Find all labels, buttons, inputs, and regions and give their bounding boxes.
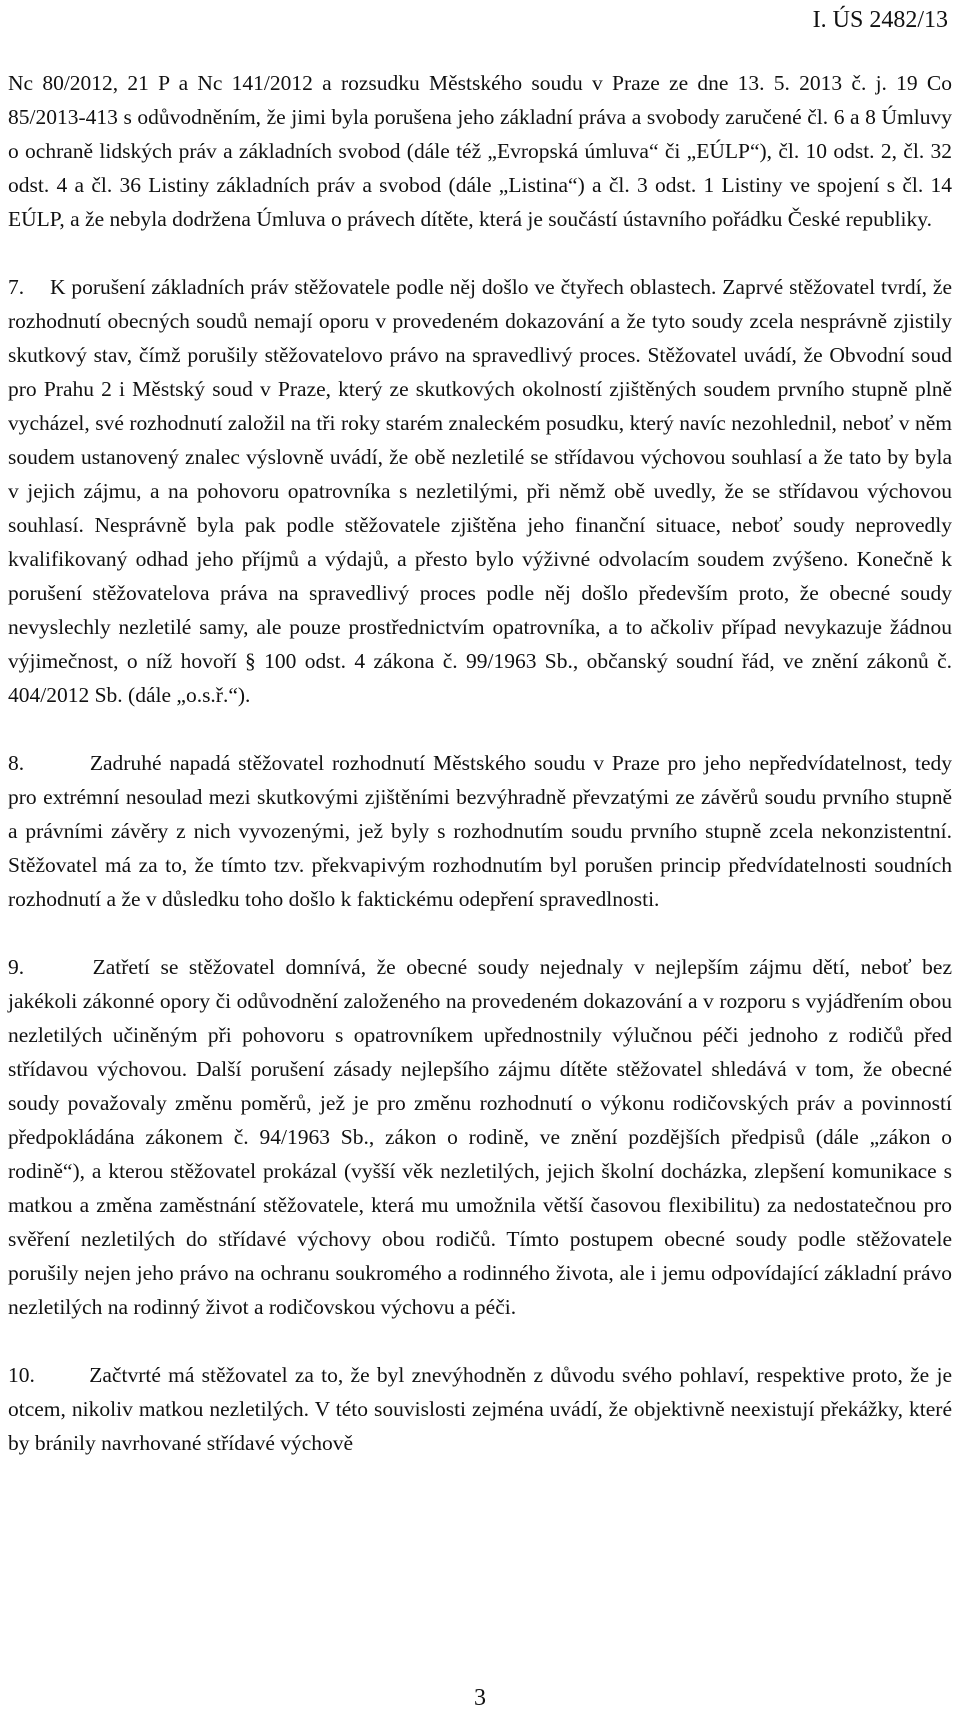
paragraph-8: [8, 746, 952, 916]
paragraph-number: 7.: [8, 275, 25, 299]
paragraph-continuation: [8, 66, 952, 236]
paragraph-9: [8, 950, 952, 1324]
page-number: 3: [474, 1685, 486, 1711]
document-body: [8, 66, 952, 1460]
paragraph-text: Zadruhé napadá stěžovatel rozhodnutí Městského soudu v Praze pro jeho nepředvídatelnost, tedy pro extrémní nesoulad mezi skutkovými zjištěními bezvýhradně převzatými ze závěrů soudu prvního stupně a právními závěry z nich vyvozenými, jež byly s rozhodnutím soudu prvního stupně zcela nekonzistentní. Stěžovatel má za to, že tímto tzv. překvapivým rozhodnutím byl porušen princip předvídatelnosti soudních rozhodnutí a že v důsledku toho došlo k faktickému odepření spravedlnosti.: [8, 751, 953, 911]
paragraph-text: Nc 80/2012, 21 P a Nc 141/2012 a rozsudku Městského soudu v Praze ze dne 13. 5. 2013 č. j. 19 Co 85/2013-413 s odůvodněním, že jimi byla porušena jeho základní práva a svobody zaručené čl. 6 a 8 Úmluvy o ochraně lidských práv a základních svobod (dále též „Evropská úmluva“ či „EÚLP“), čl. 10 odst. 2, čl. 32 odst. 4 a čl. 36 Listiny základních práv a svobod (dále „Listina“) a čl. 3 odst. 1 Listiny ve spojení s čl. 14 EÚLP, a že nebyla dodržena Úmluva o právech dítěte, která je součástí ústavního pořádku České republiky.: [8, 71, 952, 231]
paragraph-text: Zatřetí se stěžovatel domnívá, že obecné soudy nejednaly v nejlepším zájmu dětí, neboť bez jakékoli zákonné opory či odůvodnění založeného na provedeném dokazování a v rozporu s vyjádřením obou nezletilých učiněným při pohovoru s opatrovníkem upřednostnily výlučnou péči jednoho z rodičů před střídavou výchovou. Další porušení zásady nejlepšího zájmu dítěte stěžovatel shledává v tom, že obecné soudy považovaly změnu poměrů, jež je pro změnu rozhodnutí o výkonu rodičovských práv a povinností předpokládána zákonem č. 94/1963 Sb., zákon o rodině, ve znění pozdějších předpisů (dále „zákon o rodině“), a kterou stěžovatel prokázal (vyšší věk nezletilých, jejich školní docházka, zlepšení komunikace s matkou a změna zaměstnání stěžovatele, která mu umožnila větší časovou flexibilitu) za nedostatečnou pro svěření nezletilých do střídavé výchovy obou rodičů. Tímto postupem obecné soudy podle stěžovatele porušily nejen jeho právo na ochranu soukromého a rodinného života, ale i jemu odpovídající základní právo nezletilých na rodinný život a rodičovskou výchovu a péči.: [8, 955, 952, 1319]
paragraph-text: K porušení základních práv stěžovatele podle něj došlo ve čtyřech oblastech. Zaprvé stěžovatel tvrdí, že rozhodnutí obecných soudů nemají oporu v provedeném dokazování a že tyto soudy zcela nesprávně zjistily skutkový stav, čímž porušily stěžovatelovo právo na spravedlivý proces. Stěžovatel uvádí, že Obvodní soud pro Prahu 2 i Městský soud v Praze, který ze skutkových okolností zjištěných soudem prvního stupně plně vycházel, své rozhodnutí založil na tři roky starém znaleckém posudku, který navíc nezohlednil, neboť v něm soudem ustanovený znalec výslovně uvádí, že obě nezletilé se střídavou výchovou souhlasí a že tato by byla v jejich zájmu, a na pohovoru opatrovníka s nezletilými, při němž obě uvedly, že se střídavou výchovou souhlasí. Nesprávně byla pak podle stěžovatele zjištěna jeho finanční situace, neboť soudy neprovedly kvalifikovaný odhad jeho příjmů a výdajů, a přesto bylo výživné odvolacím soudem zvýšeno. Konečně k porušení stěžovatelova práva na spravedlivý proces podle něj došlo především proto, že obecné soudy nevyslechly nezletilé samy, ale pouze prostřednictvím opatrovníka, a to ačkoliv případ nevykazuje žádnou výjimečnost, o níž hovoří § 100 odst. 4 zákona č. 99/1963 Sb., občanský soudní řád, ve znění zákonů č. 404/2012 Sb. (dále „o.s.ř.“).: [8, 275, 952, 707]
paragraph-number: 8.: [8, 751, 25, 775]
case-number-header: I. ÚS 2482/13: [812, 7, 948, 33]
paragraph-text: Začtvrté má stěžovatel za to, že byl znevýhodněn z důvodu svého pohlaví, respektive proto, že je otcem, nikoliv matkou nezletilých. V této souvislosti zejména uvádí, že objektivně neexistují překážky, které by bránily navrhované střídavé výchově: [8, 1363, 952, 1455]
paragraph-number: 9.: [8, 955, 25, 979]
paragraph-number: 10.: [8, 1363, 35, 1387]
paragraph-10: [8, 1358, 952, 1460]
paragraph-7: [8, 270, 952, 712]
